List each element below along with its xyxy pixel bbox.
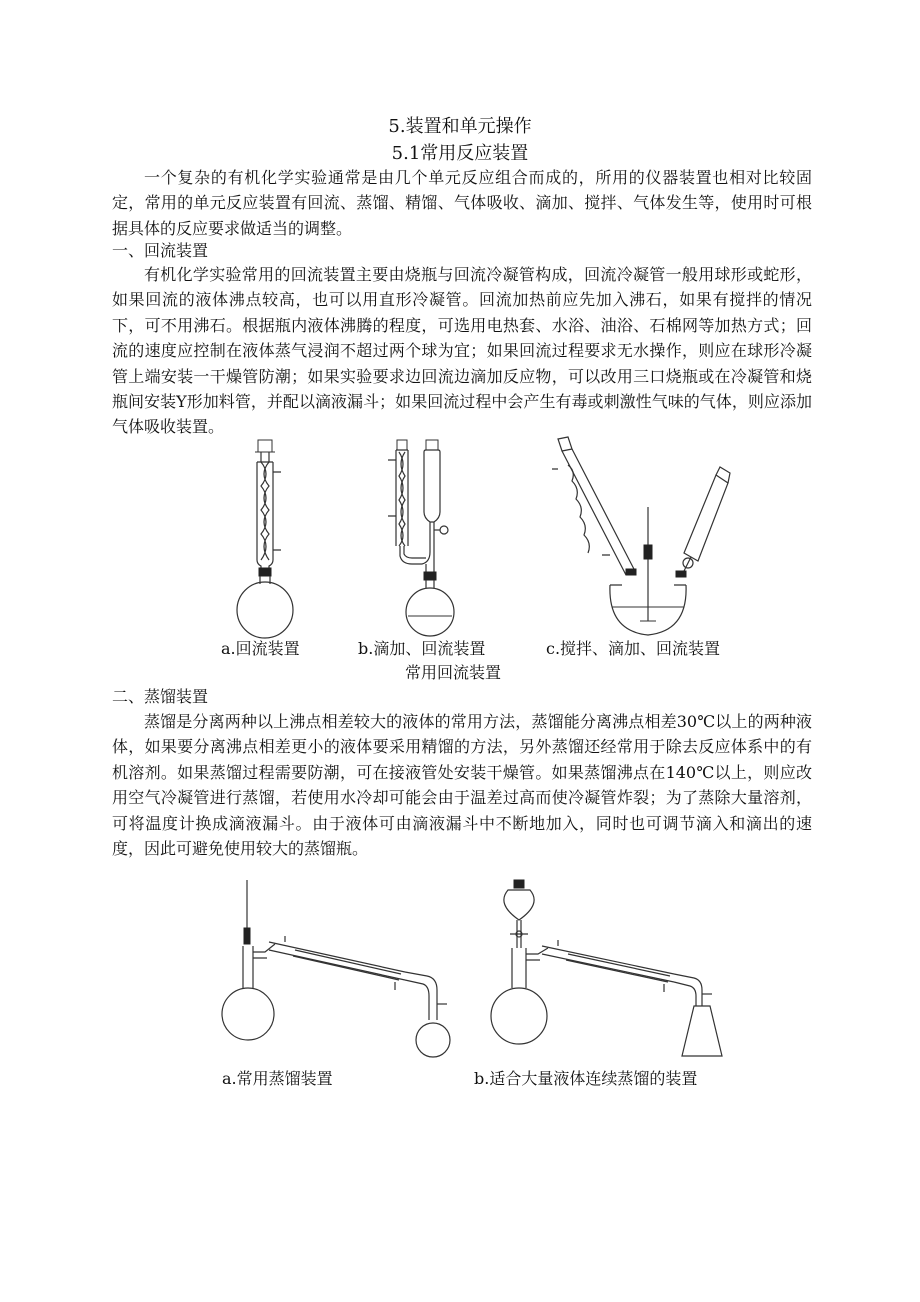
page-heading: 5.装置和单元操作 <box>388 116 532 137</box>
figure-caption-a: a.回流装置 <box>221 639 300 658</box>
section-distillation-text: 蒸馏是分离两种以上沸点相差较大的液体的常用方法，蒸馏能分离沸点相差30℃以上的两种液体，如果要分离沸点相差更小的液体要采用精馏的方法，另外蒸馏还经常用于除去反应体系中的有机溶剂。如果蒸馏过程需要防潮，可在接液管处安装干燥管。如果蒸馏沸点在140℃以上，则应改用空气冷凝管进行蒸馏，若使用水冷却可能会由于温差过高而使冷凝管炸裂；为了蒸除大量溶剂，可将温度计换成滴液漏斗。由于液体可由滴液漏斗中不断地加入，同时也可调节滴入和滴出的速度，因此可避免使用较大的蒸馏瓶。 <box>112 712 812 859</box>
figure-caption-c: c.搅拌、滴加、回流装置 <box>546 639 721 658</box>
reflux-apparatus-figure-b <box>382 438 462 638</box>
reflux-apparatus-figure-c <box>548 435 738 645</box>
section-distillation-title: 二、蒸馏装置 <box>112 687 209 706</box>
section-reflux-title: 一、回流装置 <box>112 241 209 260</box>
page-subheading: 5.1常用反应装置 <box>391 143 529 164</box>
distillation-caption-a: a.常用蒸馏装置 <box>222 1069 333 1088</box>
reflux-apparatus-figure-a <box>225 438 305 638</box>
section-reflux-text: 有机化学实验常用的回流装置主要由烧瓶与回流冷凝管构成，回流冷凝管一般用球形或蛇形，如果回流的液体沸点较高，也可以用直形冷凝管。回流加热前应先加入沸石，如果有搅拌的情况下，可不用沸石。根据瓶内液体沸腾的程度，可选用电热套、水浴、油浴、石棉网等加热方式；回流的速度应控制在液体蒸气浸润不超过两个球为宜；如果回流过程要求无水操作，则应在球形冷凝管上端安装一干燥管防潮；如果实验要求边回流边滴加反应物，可以改用三口烧瓶或在冷凝管和烧瓶间安装Y形加料管，并配以滴液漏斗；如果回流过程中会产生有毒或刺激性气味的气体，则应添加气体吸收装置。 <box>112 265 812 437</box>
figure-caption-b: b.滴加、回流装置 <box>358 639 486 658</box>
intro-paragraph: 一个复杂的有机化学实验通常是由几个单元反应组合而成的，所用的仪器装置也相对比较固定，常用的单元反应装置有回流、蒸馏、精馏、气体吸收、滴加、搅拌、气体发生等，使用时可根据具体的反应要求做适当的调整。 <box>112 168 812 238</box>
distillation-caption-b: b.适合大量液体连续蒸馏的装置 <box>474 1069 698 1088</box>
distillation-apparatus-figure-a <box>225 880 470 1065</box>
distillation-apparatus-figure-b <box>488 878 738 1068</box>
figure-title-reflux: 常用回流装置 <box>405 663 502 682</box>
